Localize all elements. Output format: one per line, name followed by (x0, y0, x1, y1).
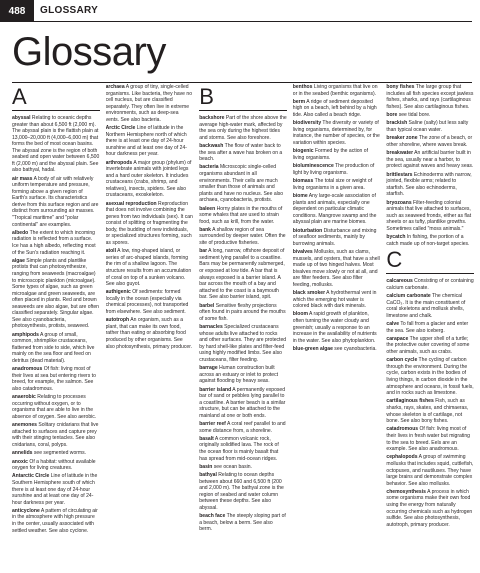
column-4 (293, 84, 381, 569)
glossary-entry (199, 365, 287, 385)
entry-term: brittlestars (386, 171, 413, 178)
entry-term: air mass (12, 175, 33, 182)
entry-term: anemones (12, 422, 37, 429)
entry-definition: The chemical CaCO₃. It is the main constituent of coral skeletons and mollusk shells, limestone and chalk. (386, 293, 466, 319)
entry-definition: Line of latitude in the Northern Hemisphere north of which there is at least one day of 24-hour sunshine and at least one day of 24-hour darkness per year. (105, 125, 187, 158)
glossary-entry (386, 172, 474, 198)
entry-term: Antarctic Circle (12, 473, 50, 480)
glossary-entry (106, 84, 194, 123)
entry-definition: Fish, such as sharks, rays, skates, and chimaeras, whose skeleton is of cartilage, not bone. See also bony fishes. (386, 398, 469, 425)
entry-term: basin (199, 463, 213, 470)
glossary-entry (386, 454, 474, 487)
entry-term: bloom (292, 311, 308, 318)
title-rule (12, 82, 472, 83)
entry-term: barrier island (199, 386, 232, 393)
entry-term: bioluminescence (292, 163, 334, 170)
entry-definition: see cyanobacteria. (332, 346, 377, 352)
glossary-entry (199, 324, 287, 363)
entry-term: chemosynthesis (386, 488, 426, 495)
entry-definition: A major group (phylum) of invertebrate animals with jointed legs and a hard outer skeleton. It includes crustaceans (crabs, shrimp, and relatives), insects, spiders. See also crustaceans, exoskeleton. (105, 159, 192, 199)
entry-definition: The steeply sloping part of a beach, below a berm. See also berm. (199, 513, 286, 533)
entry-term: bore (386, 111, 398, 118)
glossary-entry (199, 143, 287, 163)
entry-definition: Of sediments: formed locally in the ocean (especially via chemical processes), not transported from elsewhere. See also sediment. (105, 289, 189, 316)
glossary-entry (293, 228, 381, 248)
entry-definition: A group of tiny, single-celled organisms. Like bacteria, they have no cell nucleus, but are classified separately. They often live in extreme environments, such as deep-sea vents. See also bacteria. (105, 84, 192, 123)
entry-definition: Any large-scale association of plants and animals, especially one dependent on particular climatic conditions. Mangrove swamp and the abyssal plain are marine biomes. (292, 192, 377, 226)
entry-definition: Human construction built across an estuary or inlet to protect against flooding by heavy seas. (199, 365, 279, 385)
entry-term: bony fishes (386, 84, 415, 90)
entry-term: breaker zone (386, 135, 418, 142)
entry-definition: A shallow region of sea surrounded by deeper water. Often the site of productive fisheries. (199, 226, 286, 247)
entry-term: basalt (199, 435, 214, 442)
glossary-entry (293, 84, 381, 97)
glossary-entry (386, 293, 474, 319)
entry-definition: Relating to processes occurring without oxygen, or to organisms that are able to live in the absence of oxygen. See also aerobic. (12, 394, 97, 420)
entry-term: carapace (386, 335, 409, 342)
entry-definition: The cycling of carbon through the environment. During the cycle, carbon exists in the bodies of living things, in carbon dioxide in the atmosphere and oceans, in fossil fuels, and in rocks such as limestone. (386, 357, 474, 397)
entry-definition: In fishing, the portion of a catch made up of non-target species. (386, 234, 470, 247)
glossary-entry (386, 150, 474, 170)
entry-definition: The extent to which incoming radiation is reflected from a surface. Ice has a high albedo, reflecting most of the Sun's radiation reaching it. (12, 229, 96, 256)
entry-term: breakwater (386, 150, 414, 157)
entry-definition: The diversity or variety of living organisms, determined by, for instance, the number of species, or the variation within species. (292, 120, 380, 146)
entry-term: carbon cycle (386, 357, 418, 364)
glossary-entry (199, 115, 287, 141)
glossary-entry (12, 450, 100, 457)
entry-term: black smoker (292, 290, 326, 297)
glossary-entry (12, 230, 100, 256)
entry-term: bioturbation (292, 227, 323, 234)
entry-definition: A permanently exposed bar of sand or pebbles lying parallel to a coastline. A barrier beach is a similar structure, but can be attached to the mainland at one or both ends. (199, 386, 286, 419)
entry-term: asexual reproduction (105, 200, 157, 207)
entry-term: blue-green algae (292, 346, 333, 352)
entry-definition: Disturbance and mixing of seafloor sediments, mainly by burrowing animals. (292, 227, 377, 247)
glossary-entry (386, 398, 474, 424)
entry-definition: Of a habitat: without available oxygen for living creatures. (12, 458, 96, 472)
entry-term: bathyal (199, 472, 217, 479)
entry-definition: The flow of water back to the sea after a wave has broken on a beach. (199, 142, 283, 163)
entry-term: cephalopods (386, 454, 418, 461)
running-head: GLOSSARY (34, 0, 472, 22)
glossary-entry (12, 473, 100, 506)
entry-term: amphipods (12, 331, 39, 338)
entry-term: anadromous (12, 366, 43, 373)
glossary-entry (386, 426, 474, 452)
entry-term: bank (199, 226, 211, 233)
glossary-entry (293, 193, 381, 226)
glossary-entry (386, 200, 474, 233)
page-header (0, 0, 480, 22)
glossary-columns (12, 84, 474, 569)
glossary-entry (106, 248, 194, 287)
glossary-entry (386, 84, 474, 110)
entry-term: barrier reef (199, 421, 226, 428)
glossary-entry (293, 311, 381, 344)
glossary-entry (386, 321, 474, 334)
column-1 (12, 84, 100, 569)
glossary-entry (12, 258, 100, 330)
entry-definition: An artificial barrier built in the sea, usually near a harbor, to protect against waves and heavy seas. (386, 150, 474, 170)
entry-definition: A group of small, common, shrimplike crustaceans, flattened from side to side, which live mainly on the sea floor and feed on detritus (dead material). (12, 331, 95, 364)
glossary-entry (386, 336, 474, 356)
entry-term: barbel (199, 302, 215, 309)
entry-definition: Formed by the action of living organisms. (292, 148, 368, 161)
glossary-entry (386, 357, 474, 396)
entry-term: biodiversity (292, 120, 322, 127)
entry-term: biomass (292, 178, 314, 185)
entry-term: cartilaginous fishes (386, 398, 434, 405)
entry-definition: Sensitive fleshy projections often found in pairs around the mouths of some fish. (199, 302, 286, 322)
glossary-entry (106, 160, 194, 199)
glossary-entry (106, 289, 194, 315)
glossary-entry (199, 164, 287, 203)
entry-definition: A low, ring-shaped island, or series of arc-shaped islands, forming the rim of a shallow lagoon. The structure results from an accumulation of coral on top of a sunken volcano. See also guyot. (105, 248, 192, 288)
glossary-entry (199, 472, 287, 511)
entry-definition: Saline (salty) but less salty than typical ocean water. (386, 120, 469, 133)
entry-definition: Of fish: living most of their lives in fresh water but migrating to the sea to breed. Eels are an example. See also anadromous. (386, 426, 470, 453)
entry-term: beach face (199, 513, 226, 520)
entry-definition: Filter-feeding colonial animals that live attached to surfaces, such as seaweed fronds, either as flat sheets or as tufty, plantlike growths. Sometimes called "moss animals." (386, 199, 472, 232)
entry-term: benthos (292, 84, 313, 90)
entry-term: bivalves (292, 248, 313, 255)
entry-definition: A coral reef parallel to and some distance from, a shoreline. (199, 421, 286, 434)
glossary-entry (106, 201, 194, 247)
entry-term: arthropods (105, 159, 133, 166)
glossary-entry (12, 366, 100, 392)
entry-definition: Consisting of or containing calcium carbonate. (386, 278, 474, 291)
entry-definition: An organism, such as a plant, that can make its own food, rather than eating or absorbing food produced by other organisms. See also photosynthesis, primary producer. (105, 317, 192, 350)
entry-definition: Echinoderms with narrow, jointed, flexible arms; related to starfish. See also echinoderms, starfish. (386, 171, 472, 198)
entry-definition: Of fish: living most of their lives at sea but entering rivers to breed, for example, the salmon. See also catadromous. (12, 366, 96, 392)
entry-definition: To fall from a glacier and enter the sea. See also iceberg. (386, 321, 469, 334)
glossary-entry (106, 125, 194, 158)
entry-definition: Microscopic single-celled organisms abundant in all environments. Their cells are much smaller than those of animals and plants and have no nucleus. See also archaea, cyanobacteria, protists. (199, 164, 284, 204)
glossary-entry (199, 513, 287, 533)
entry-term: barrage (199, 365, 218, 372)
page-number: 488 (0, 0, 34, 22)
entry-term: catadromous (386, 426, 419, 433)
glossary-entry (386, 112, 474, 119)
entry-definition: A rapid growth of plankton, often turning the water cloudy and greenish; usually a response to an increase in the availability of nutrients in the water. See also phytoplankton. (292, 311, 377, 344)
glossary-entry (293, 99, 381, 119)
entry-term: bacteria (199, 164, 219, 171)
entry-term: barnacles (199, 323, 223, 330)
glossary-entry (199, 303, 287, 323)
entry-term: bryozoans (386, 199, 412, 206)
entry-definition: Relating to oceanic depths greater than about 6,500 ft (2,000 m). The abyssal plain is the flattish plain at 13,000–20,000 ft (4,000–6,000 m) that forms the bed of most ocean basins. The abyssal zone is the region of both seabed and open water between 6,500 ft (2,000 m) and the abyssal plain. See also bathyal, hadal. (12, 115, 100, 174)
section-letter: A (12, 84, 27, 109)
entry-term: biome (292, 192, 308, 199)
entry-definition: see tidal bore. (397, 111, 431, 118)
entry-definition: Horny plates in the mouths of some whales that are used to strain food, such as krill, from the water. (199, 205, 283, 225)
glossary-entry (386, 234, 474, 247)
glossary-entry (293, 178, 381, 191)
entry-definition: A group of swimming mollusks that includes squid, cuttlefish, octopuses, and nautiluses. They have large brains and demonstrate complex behavior. See also mollusks. (386, 454, 474, 487)
entry-definition: see ocean basin. (212, 463, 252, 470)
glossary-entry (12, 508, 100, 534)
glossary-entry (293, 148, 381, 161)
entry-definition: The zone of a beach, or other shoreline, where waves break. (386, 135, 473, 148)
entry-definition: Specialized crustaceans whose adults live attached to rocks and other surfaces. They are protected by hard shell-like plates and filter-feed using highly modified limbs. See also crustaceans, filter feeding. (199, 323, 287, 363)
entry-definition: The production of light by living organisms. (292, 163, 375, 176)
column-2 (106, 84, 194, 569)
entry-definition: A pattern of circulating air in the atmosphere with high pressure in the center, usually associated with settled weather. See also cyclone. (12, 507, 98, 534)
glossary-entry (199, 387, 287, 420)
entry-term: archaea (105, 84, 125, 90)
entry-definition: A long, narrow, offshore deposit of sediment lying parallel to a coastline. Bars may be permanently submerged, or exposed at low tide. A bar that is always exposed is a barrier island. A bar across the mouth of a bay and attached to the coast is a baymouth bar. See also barrier island, spit. (199, 248, 285, 301)
glossary-entry (293, 290, 381, 310)
entry-definition: Part of the shore above the average high-water mark, affected by the sea only during the highest tides and storms. See also foreshore. (199, 115, 287, 141)
glossary-entry (386, 489, 474, 528)
entry-term: anoxic (12, 458, 28, 465)
entry-term: biogenic (292, 148, 314, 155)
entry-definition: see segmented worms. (32, 450, 87, 457)
glossary-entry (12, 459, 100, 472)
entry-definition: The upper shell of a turtle; the protective outer covering of some other animals, such as crabs. (386, 335, 470, 356)
entry-term: atoll (105, 248, 116, 255)
column-3 (199, 84, 287, 569)
glossary-entry (293, 346, 381, 353)
entry-definition: The large group that includes all fish species except jawless fishes, sharks, and rays (cartilaginous fishes). See also cartilaginous fishes. (386, 84, 474, 110)
entry-definition: A hydrothermal vent in which the emerging hot water is colored black with dark minerals. (292, 290, 377, 310)
entry-definition: A ridge of sediment deposited high on a beach, left behind by a high tide. Also called a beach ridge. (292, 98, 377, 118)
glossary-entry (293, 249, 381, 288)
glossary-entry (199, 436, 287, 462)
entry-term: brackish (386, 120, 408, 127)
entry-definition: Reproduction that does not involve combining the genes from two individuals (sex). It can consist of splitting or fragmenting the body, the budding of new individuals, or specialized structures forming, such as spores. (105, 200, 193, 246)
glossary-entry (106, 317, 194, 350)
entry-definition: A common volcanic rock, originally solidified lava. The rock of the ocean floor is mainly basalt that has spread from mid-ocean ridges. (199, 435, 279, 462)
entry-term: backwash (199, 142, 224, 149)
glossary-entry (199, 464, 287, 471)
section-rule (12, 110, 100, 111)
glossary-entry (199, 248, 287, 300)
entry-term: abyssal (12, 115, 31, 121)
entry-definition: Line of latitude in the Southern Hemisphere south of which there is at least one day of 24-hour sunshine and at least one day of 24-hour darkness per year. (12, 473, 98, 506)
page-title: Glossary (12, 30, 166, 74)
glossary-entry (12, 332, 100, 365)
glossary-entry (12, 422, 100, 448)
section-rule (199, 110, 287, 111)
entry-term: backshore (199, 115, 225, 121)
entry-term: calve (386, 321, 400, 328)
entry-definition: Mollusks, such as clams, mussels, and oysters, that have a shell made up of two hinged halves. Most bivalves move slowly or not at all, and are filter feeders. See also filter feeding, mollusks. (292, 248, 380, 288)
entry-term: Arctic Circle (105, 125, 136, 132)
entry-term: calcareous (386, 278, 413, 285)
entry-definition: Living organisms that live on or in the seabed (benthic organisms). (292, 84, 378, 97)
glossary-entry (293, 163, 381, 176)
entry-term: albedo (12, 229, 29, 236)
glossary-entry (12, 176, 100, 228)
entry-definition: Simple plants and plantlike protists that can photosynthesize, ranging from seaweeds (macroalgae) to microscopic plankton (microalgae). Some types of algae, such as green microalgae and green seaweeds, are often placed in plants. Red and brown seaweeds are also algae, but are often classified separately. Singular algae. See also cyanobacteria, photosynthesis, protists, seaweed. (12, 257, 99, 330)
entry-term: anaerobic (12, 394, 36, 401)
entry-term: autotroph (105, 317, 130, 324)
entry-term: bycatch (386, 234, 406, 241)
entry-definition: A process in which some organisms make their own food using the energy from naturally occurring chemicals such as hydrogen sulfide. See also photosynthesis, autotroph, primary producer. (386, 488, 473, 528)
entry-term: annelids (12, 450, 33, 457)
entry-definition: The total size or weight of living organisms in a given area. (292, 178, 373, 191)
entry-term: baleen (199, 205, 216, 212)
entry-term: berm (292, 98, 306, 105)
glossary-entry (386, 120, 474, 133)
entry-definition: Relating to ocean depths between about 660 and 6,500 ft (200 and 2,000 m). The bathyal zone is the region of seabed and water column between these depths. See also abyssal. (199, 472, 284, 511)
section-rule (386, 273, 474, 274)
glossary-entry (12, 394, 100, 420)
glossary-entry (199, 421, 287, 434)
section-letter: C (386, 247, 403, 273)
entry-term: algae (12, 257, 25, 264)
entry-term: calcium carbonate (386, 293, 431, 300)
column-5 (386, 84, 474, 569)
section-letter: B (199, 84, 214, 109)
glossary-entry (386, 135, 474, 148)
entry-term: bar (199, 248, 208, 255)
glossary-entry (293, 120, 381, 146)
entry-definition: A body of air with relatively uniform temperature and pressure, forming above a given region of Earth's surface. Its characteristics derive from this surface region and are distinct from surrounding air masses. "Tropical maritime" and "polar continental" are examples. (12, 175, 99, 228)
glossary-entry (386, 278, 474, 291)
entry-definition: Solitary cnidarians that live attached to surfaces and capture prey with their stinging tentacles. See also cnidarians, coral, polyps. (12, 422, 99, 448)
glossary-entry (12, 115, 100, 174)
glossary-entry (199, 206, 287, 226)
entry-term: authigenic (105, 289, 131, 296)
entry-term: anticyclone (12, 507, 40, 514)
glossary-entry (199, 227, 287, 247)
